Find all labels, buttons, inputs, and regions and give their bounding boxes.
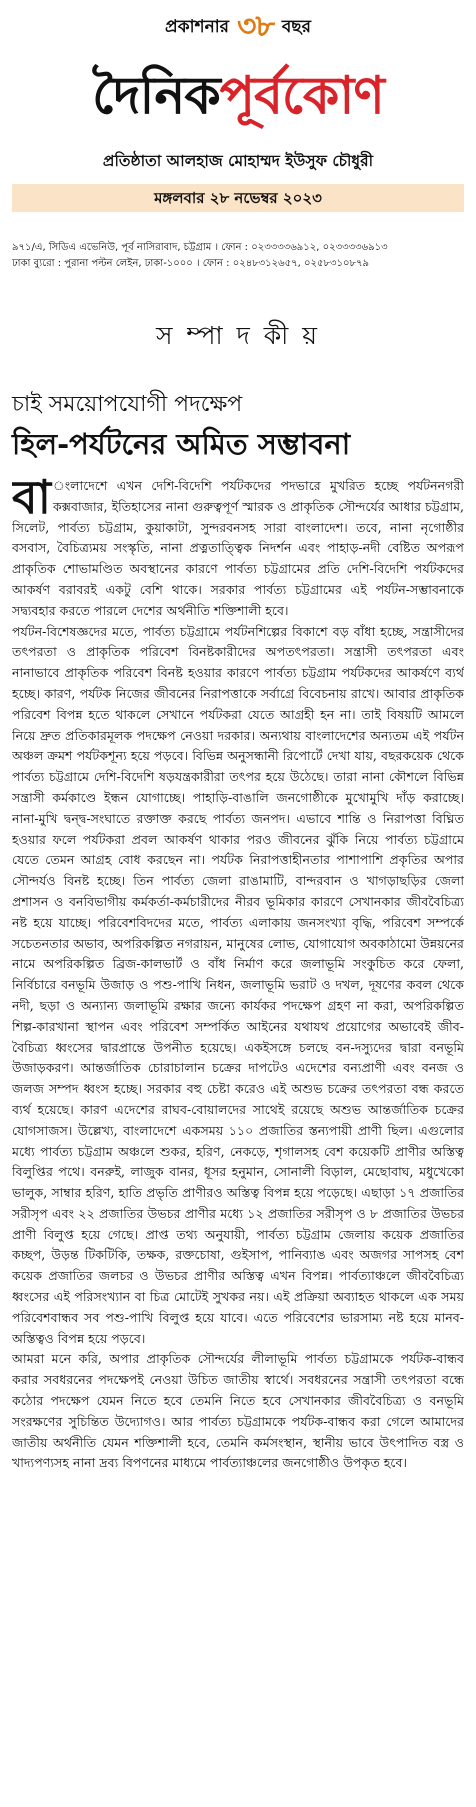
drop-cap: বা: [12, 476, 51, 524]
founder-line: প্রতিষ্ঠাতা আলহাজ মোহাম্মদ ইউসুফ চৌধুরী: [102, 152, 374, 170]
anniversary-prefix: প্রকাশনার: [165, 17, 230, 37]
address-line-2: ঢাকা ব্যুরো : পুরানা পল্টন লেইন, ঢাকা-১০০০ । ফোন : ০২৪৮৩১২৬৫৭, ০২৫৮৩১০৮৭৯: [12, 258, 369, 269]
anniversary-number: ৩৮: [236, 9, 274, 44]
anniversary-suffix: বছর: [281, 17, 311, 37]
logo-part1: দৈনিক: [92, 65, 220, 126]
paragraph-1-text: ংলাদেশে এখন দেশি-বিদেশি পর্যটকদের পদভারে মুখরিত হচ্ছে পর্যটননগরী কক্সবাজার, ইতিহাসের নানা গুরুত্বপূর্ণ স্মারক ও প্রাকৃতিক সৌন্দর্যের আধার চট্টগ্রাম, সিলেট, পার্বত্য চট্টগ্রাম, কুয়াকাটা, সুন্দরবনসহ সারা বাংলাদেশ। তবে, নানা নৃগোষ্ঠীর বসবাস, বৈচিত্র্যময় সংস্কৃতি, নানা প্রত্নতাত্ত্বিক নিদর্শন এবং পাহাড়-নদী বেষ্টিত অপরূপ প্রাকৃতিক শোভামণ্ডিত অবস্থানের কারণে পার্বত্য চট্টগ্রামের প্রতি দেশি-বিদেশি পর্যটকদের আকর্ষণ বরাবরই একটু বেশি থাকে। সরকার পার্বত্য চট্টগ্রামের এই পর্যটন-সম্ভাবনাকে সদ্ব্যবহার করতে পারলে দেশের অর্থনীতি শক্তিশালী হবে।: [12, 478, 464, 618]
section-title: স ম্পা দ কী য়: [155, 321, 321, 350]
article-headline: হিল-পর্যটনের অমিত সম্ভাবনা: [12, 427, 351, 461]
anniversary-banner: [0, 10, 476, 44]
article-paragraph-3: আমরা মনে করি, অপার প্রাকৃতিক সৌন্দর্যের লীলাভূমি পার্বত্য চট্টগ্রামকে পর্যটক-বান্ধব করার সবধরনের পদক্ষেপই নেওয়া উচিত জাতীয় স্বার্থে। সবধরনের সন্ত্রাসী তৎপরতা বন্ধে কঠোর পদক্ষেপ যেমন নিতে হবে তেমনি নিতে হবে সেখানকার জীববৈচিত্র্য ও বনভূমি সংরক্ষণের সুচিন্তিত উদ্যোগও। আর পার্বত্য চট্টগ্রামকে পর্যটক-বান্ধব করা গেলে আমাদের জাতীয় অর্থনীতি যেমন শক্তিশালী হবে, তেমনি কর্মসংস্থান, স্থানীয় ভাবে উৎপাদিত বস্ত্র ও খাদ্যপণ্যসহ নানা দ্রব্য বিপণনের মাধ্যমে পার্বত্যাঞ্চলের জনগোষ্ঠীও উপকৃত হবে।: [12, 1351, 464, 1471]
article-paragraph-1: [12, 476, 464, 622]
article-body: [12, 476, 464, 1802]
address-line-1: ৯৭১/এ, সিডিএ এভেনিউ, পূর্ব নাসিরাবাদ, চট্টগ্রাম । ফোন : ০২৩৩৩৩৬৯১২, ০২৩৩৩৩৬৯১৩: [12, 242, 388, 253]
logo-part2: পূর্বকোণ: [219, 65, 384, 126]
article-kicker: চাই সময়োপযোগী পদক্ষেপ: [12, 392, 243, 417]
date-band: মঙ্গলবার ২৮ নভেম্বর ২০২৩: [12, 184, 464, 212]
newspaper-logo: [0, 56, 476, 136]
article-paragraph-2: পর্যটন-বিশেষজ্ঞদের মতে, পার্বত্য চট্টগ্রামে পর্যটনশিল্পের বিকাশে বড় বাঁধা হচ্ছে, সন্ত্রাসীদের তৎপরতা ও প্রাকৃতিক পরিবেশ বিনষ্টকারীদের অপতৎপরতা। সন্ত্রাসী তৎপরতা এবং নানাভাবে প্রাকৃতিক পরিবেশ বিনষ্ট হওয়ার কারণে পার্বত্য চট্টগ্রাম পর্যটকদের আকর্ষণে ব্যর্থ হচ্ছে। কারণ, পর্যটক নিজের জীবনের নিরাপত্তাকে সর্বাগ্রে বিবেচনায় রাখে। আবার প্রাকৃতিক পরিবেশ বিপন্ন হতে থাকলে সেখানে পর্যটকরা যেতে আগ্রহী হন না। তাই বিষয়টি আমলে নিয়ে দ্রুত প্রতিকারমূলক পদক্ষেপ নেওয়া দরকার। অন্যথায় বাংলাদেশের অন্যতম এই পর্যটন অঞ্চল ক্রমশ পর্যটকশূন্য হয়ে পড়বে। বিভিন্ন অনুসন্ধানী রিপোর্টে দেখা যায়, বছরকয়েক থেকে পার্বত্য চট্টগ্রামে দেশি-বিদেশি ষড়যন্ত্রকারীরা তৎপর হয়ে উঠেছে। তারা নানা কৌশলে বিভিন্ন সন্ত্রাসী কর্মকাণ্ডে ইন্ধন যোগাচ্ছে। পাহাড়ি-বাঙালি জনগোষ্ঠীকে মুখোমুখি দাঁড় করাচ্ছে। নানা-মুখি দ্বন্দ্ব-সংঘাতে রক্তাক্ত করছে পার্বত্য জনপদ। এভাবে শান্তি ও নিরাপত্তা বিঘ্নিত হওয়ার ফলে পর্যটকরা প্রবল আকর্ষণ থাকার পরও জীবনের ঝুঁকি নিয়ে পার্বত্য চট্টগ্রামে যেতে তেমন আগ্রহ বোধ করছেন না। পর্যটক নিরাপত্তাহীনতার পাশাপাশি প্রকৃতির অপার সৌন্দর্যও বিনষ্ট হচ্ছে। তিন পার্বত্য জেলা রাঙামাটি, বান্দরবান ও খাগড়াছড়ির জেলা প্রশাসন ও বনবিভাগীয় কর্মকর্তা-কর্মচারীদের নীরব ভূমিকার কারণে সেখানকার জীববৈচিত্র্য নষ্ট হয়ে যাচ্ছে। পরিবেশবিদদের মতে, পার্বত্য এলাকায় জনসংখ্যা বৃদ্ধি, পরিবেশ সম্পর্কে সচেতনতার অভাব, অপরিকল্পিত নগরায়ন, মানুষের লোভ, যোগাযোগ অবকাঠামো উন্নয়নের নামে অপরিকল্পিত ব্রিজ-কালভার্ট ও বাঁধ নির্মাণ করে জলাভূমি সংকুচিত করে ফেলা, নির্বিচারে বনভূমি উজাড় ও পশু-পাখি নিধন, জলাভূমি ভরাট ও দখল, দূষণের কবল থেকে নদী, ছড়া ও অন্যান্য জলাভূমি রক্ষার জন্যে কার্যকর পদক্ষেপ গ্রহণ না করা, অপরিকল্পিত শিল্প-কারখানা স্থাপন এবং পরিবেশ সম্পর্কিত আইনের যথাযথ প্রয়োগের অভাবেই জীব-বৈচিত্র্য ধ্বংসের দ্বারপ্রান্তে উপনীত হয়েছে। একইসঙ্গে চলছে বন-দস্যুদের দ্বারা বনভূমি উজাড়করণ। আন্তর্জাতিক চোরাচালান চক্রের দাপটেও এদেশের বন্যপ্রাণী এবং বনজ ও জলজ সম্পদ ধ্বংস হচ্ছে। সরকার বহু চেষ্টা করেও এই অশুভ চক্রের তৎপরতা বন্ধ করতে ব্যর্থ হয়েছে। কারণ এদেশের রাঘব-বোয়ালদের সাথেই রয়েছে অশুভ আন্তর্জাতিক চক্রের যোগসাজস। উল্লেখ্য, বাংলাদেশে একসময় ১১০ প্রজাতির স্তন্যপায়ী প্রাণী ছিল। এগুলোর মধ্যে পার্বত্য চট্টগ্রাম অঞ্চলে শুকর, হরিণ, নেকড়ে, শৃগালসহ বেশ কয়েকটি প্রাণীর অস্তিত্ব বিলুপ্তির পথে। বনরুই, লাজুক বানর, ধূসর হনুমান, সোনালী বিড়াল, মেছোবাঘ, মধুখেকো ভালুক, সাম্বার হরিণ, হাতি প্রভৃতি প্রাণীরও অস্তিত্ব বিপন্ন হয়ে পড়েছে। এছাড়া ১৭ প্রজাতির সরীসৃপ এবং ২২ প্রজাতির উভচর প্রাণীর মধ্যে ১২ প্রজাতির সরীসৃপ ও ৮ প্রজাতির উভচর প্রাণী বিলুপ্ত হয়ে গেছে। প্রাপ্ত তথ্য অনুযায়ী, পার্বত্য চট্টগ্রাম জেলায় কয়েক প্রজাতির কচ্ছপ, উড়ন্ত টিকটিকি, তক্ষক, রক্তচোষা, গুইসাপ, পানিব্যাঙ এবং অজগর সাপসহ বেশ কয়েক প্রজাতির জলচর ও উভচর প্রাণীর অস্তিত্ব এখন বিপন্ন। পার্বত্যাঞ্চলে জীববৈচিত্র্য ধ্বংসের এই পরিসংখ্যান বা চিত্র মোটেই সুখকর নয়। এই প্রক্রিয়া অব্যাহত থাকলে এক সময় পরিবেশবান্ধব সব পশু-পাখি বিলুপ্ত হয়ে যাবে। এতে পরিবেশের ভারসাম্য নষ্ট হয়ে মানব-অস্তিত্বও বিপন্ন হয়ে পড়বে।: [12, 623, 464, 1346]
